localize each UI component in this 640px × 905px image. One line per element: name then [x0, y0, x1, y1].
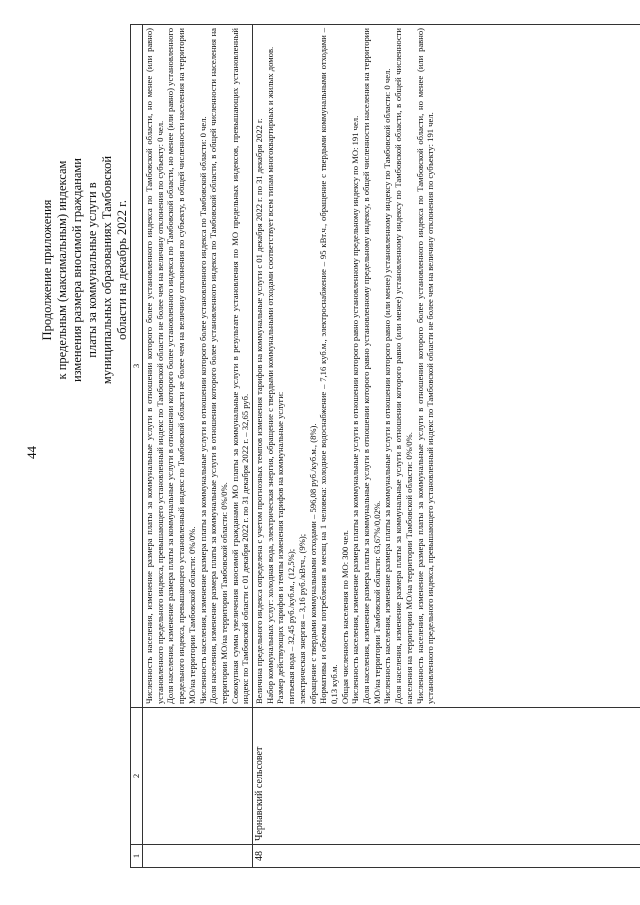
heading-line: платы за коммунальные услуги в: [85, 182, 99, 358]
paragraph: электрическая энергия – 3,16 руб./кВтч., (9%);: [296, 533, 307, 704]
paragraph: Величина предельного индекса определена с учетом прогнозных темпов изменения тарифов на коммунальные услуги с 01 декабря 2022 г. по 31 декабря 2022 г.: [254, 118, 265, 704]
row-name-cell: Чернавский сельсовет: [253, 708, 640, 845]
paragraph: Совокупная сумма увеличения вносимой гражданами МО платы за коммунальные услуги в результате установления по МО предельных индексов, превышающих установленный индекс по Тамбовской области с 01 декабря 2022 г. по 31 декабря 2022 г. – 32,65 руб.: [229, 28, 251, 704]
paragraph: Общая численность населения по МО: 300 чел.: [339, 530, 350, 704]
paragraph: Численность населения, изменение размера платы за коммунальные услуги в отношении которого более установленного индекса по Тамбовской области, но менее (или равно) установленного предельного индекса, превышающего установленный индекс по Тамбовской области не более чем на величину отклонения по субъекту: 0 чел.: [144, 28, 165, 704]
paragraph: Доля населения, изменение размера платы за коммунальные услуги в отношении которого более установленного индекса по Тамбовской области, в общей численности населения на территории МО/на территории Тамбовской области: 0%/0%.: [208, 28, 229, 704]
row-name-cell: [143, 708, 253, 845]
heading-line: области на декабрь 2022 г.: [115, 200, 129, 341]
page-number: 44: [24, 446, 39, 459]
heading-line: изменения размера вносимой гражданами: [70, 158, 84, 383]
paragraph: Нормативы и объемы потребления в месяц на 1 человека: холодное водоснабжение – 7,16 куб.м., электроснабжение – 95 кВт.ч., обращение с твердыми коммунальными отходами – 0,13 куб.м.: [318, 28, 339, 704]
heading-line: Продолжение приложения: [40, 199, 54, 341]
table-header-row: [131, 25, 143, 868]
paragraph: Численность населения, изменение размера платы за коммунальные услуги в отношении которого равно (или менее) установленному индексу по Тамбовской области: 0 чел.: [382, 68, 393, 704]
row-number-cell: [143, 845, 253, 868]
paragraph: Доля населения, изменение размера платы за коммунальные услуги в отношении которого равно (или менее) установленному индексу по Тамбовской области, в общей численности населения на территории МО/на территории Тамбовской области: 0%/0%.: [393, 28, 414, 704]
paragraph: Численность населения, изменение размера платы за коммунальные услуги в отношении которого более установленного индекса по Тамбовской области, но менее (или равно) установленного предельного индекса, превышающего установленный индекс по Тамбовской области не более чем на величину отклонения по субъекту: 191 чел.: [414, 28, 436, 704]
appendix-heading: [40, 30, 130, 510]
heading-line: муниципальных образованиях Тамбовской: [100, 155, 114, 385]
heading-line: к предельным (максимальным) индексам: [55, 160, 69, 380]
header-cell-1: 1: [131, 845, 143, 868]
row-number-cell: 48: [253, 845, 640, 868]
row-text-cell: [143, 25, 253, 708]
paragraph: питьевая вода – 32,45 руб./куб.м., (12,5%);: [286, 548, 297, 704]
indices-table: [130, 24, 640, 868]
paragraph: Доля населения, изменение размера платы за коммунальные услуги в отношении которого более установленного индекса по Тамбовской области, но менее (или равно) установленного предельного индекса, превышающего установленный индекс по Тамбовской области не более чем на величину отклонения по субъекту, в общей численности населения на территории МО/на территории Тамбовской области: 0%/0%.: [165, 28, 197, 704]
header-cell-3: 3: [131, 25, 143, 708]
table-row-continued: [143, 25, 253, 868]
paragraph: Доля населения, изменение размера платы за коммунальные услуги в отношении которого равно установленному предельному индексу, в общей численности населения на территории МО/на территории Тамбовской области: 63,67%/0,02%.: [361, 28, 382, 704]
paragraph: обращение с твердыми коммунальными отходами – 596,08 руб./куб.м., (8%).: [307, 423, 318, 704]
paragraph: Численность населения, изменение размера платы за коммунальные услуги в отношении которого более установленного индекса по Тамбовской области: 0 чел.: [197, 116, 208, 704]
paragraph: Размер действующих тарифов и темпы изменения тарифов на коммунальные услуги:: [275, 391, 286, 704]
paragraph: Набор коммунальных услуг: холодная вода, электрическая энергия, обращение с твердыми коммунальными отходами соответствует всем типам многоквартирных и жилых домов.: [264, 46, 275, 704]
header-cell-2: 2: [131, 708, 143, 845]
table-row-48: [253, 25, 640, 868]
row-text-cell: [253, 25, 640, 708]
paragraph: Численность населения, изменение размера платы за коммунальные услуги в отношении которого равно установленному предельному индексу по МО: 191 чел.: [350, 115, 361, 704]
